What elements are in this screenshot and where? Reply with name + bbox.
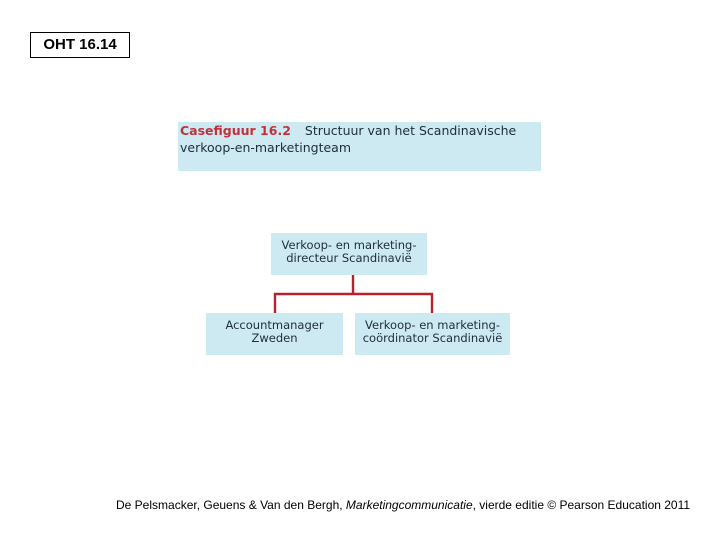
footer-authors: De Pelsmacker, Geuens & Van den Bergh, — [116, 498, 346, 512]
figure-title-line2: verkoop-en-marketingteam — [180, 140, 352, 155]
org-node-text-line2: Zweden — [251, 331, 298, 345]
footer-book-title: Marketingcommunicatie — [345, 498, 473, 512]
figure-number: Casefiguur 16.2 — [180, 123, 291, 138]
org-node-text-line2: coördinator Scandinavië — [362, 331, 503, 345]
figure-title-line1: Structuur van het Scandinavische — [304, 123, 517, 138]
slide-label: OHT 16.14 — [30, 32, 130, 58]
org-node-text-line1: Accountmanager — [225, 318, 324, 332]
org-node-sales-marketing-director — [271, 233, 427, 275]
org-node-text-line1: Verkoop- en marketing- — [365, 318, 500, 332]
footer-edition: , vierde editie © Pearson Education 2011 — [472, 498, 691, 512]
org-node-account-manager — [206, 313, 343, 355]
org-node-sales-marketing-coordinator — [355, 313, 510, 355]
footer-citation — [0, 498, 720, 512]
org-node-text-line2: directeur Scandinavië — [286, 251, 412, 265]
org-node-text-line1: Verkoop- en marketing- — [281, 238, 417, 252]
